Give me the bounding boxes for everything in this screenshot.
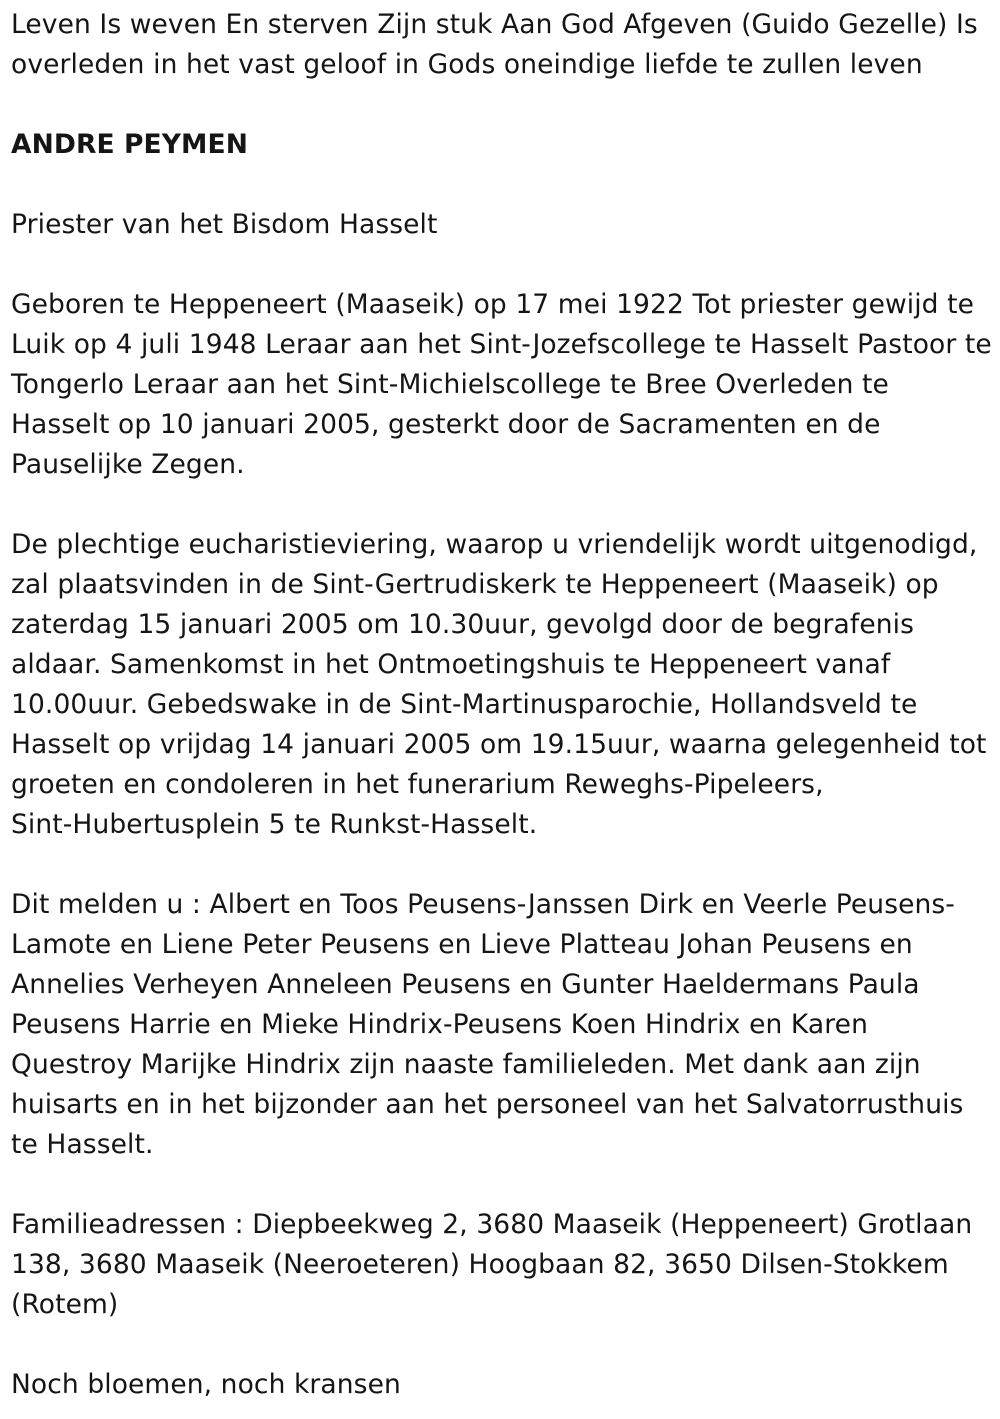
- intro-line: overleden in het vast geloof in Gods oneindige liefde te zullen leven: [11, 49, 923, 80]
- intro-line: Leven Is weven En sterven Zijn stuk Aan God Afgeven (Guido Gezelle) Is: [11, 9, 978, 40]
- paragraph-gap: [11, 245, 993, 285]
- biography-paragraph: [11, 285, 993, 485]
- bio-line: Pauselijke Zegen.: [11, 449, 245, 480]
- role-line: Priester van het Bisdom Hasselt: [11, 209, 438, 240]
- family-line: Questroy Marijke Hindrix zijn naaste familieleden. Met dank aan zijn: [11, 1049, 921, 1080]
- ceremony-paragraph: [11, 525, 993, 845]
- ceremony-line: Hasselt op vrijdag 14 januari 2005 om 19.15uur, waarna gelegenheid tot: [11, 729, 987, 760]
- paragraph-gap: [11, 485, 993, 525]
- bio-line: Hasselt op 10 januari 2005, gesterkt door de Sacramenten en de: [11, 409, 881, 440]
- intro-paragraph: [11, 5, 993, 85]
- ceremony-line: groeten en condoleren in het funerarium Reweghs-Pipeleers,: [11, 769, 824, 800]
- family-line: te Hasselt.: [11, 1129, 154, 1160]
- address-line: (Rotem): [11, 1289, 119, 1320]
- address-line: 138, 3680 Maaseik (Neeroeteren) Hoogbaan 82, 3650 Dilsen-Stokkem: [11, 1249, 949, 1280]
- ceremony-line: De plechtige eucharistieviering, waarop u vriendelijk wordt uitgenodigd,: [11, 529, 978, 560]
- paragraph-gap: [11, 1165, 993, 1205]
- bio-line: Geboren te Heppeneert (Maaseik) op 17 mei 1922 Tot priester gewijd te: [11, 289, 975, 320]
- bio-line: Luik op 4 juli 1948 Leraar aan het Sint-Jozefscollege te Hasselt Pastoor te: [11, 329, 992, 360]
- family-line: Peusens Harrie en Mieke Hindrix-Peusens Koen Hindrix en Karen: [11, 1009, 868, 1040]
- family-line: huisarts en in het bijzonder aan het personeel van het Salvatorrusthuis: [11, 1089, 964, 1120]
- family-paragraph: [11, 885, 993, 1165]
- ceremony-line: 10.00uur. Gebedswake in de Sint-Martinusparochie, Hollandsveld te: [11, 689, 918, 720]
- bio-line: Tongerlo Leraar aan het Sint-Michielscollege te Bree Overleden te: [11, 369, 889, 400]
- address-line: Familieadressen : Diepbeekweg 2, 3680 Maaseik (Heppeneert) Grotlaan: [11, 1209, 973, 1240]
- ceremony-line: zal plaatsvinden in de Sint-Gertrudiskerk te Heppeneert (Maaseik) op: [11, 569, 939, 600]
- paragraph-gap: [11, 165, 993, 205]
- family-line: Dit melden u : Albert en Toos Peusens-Janssen Dirk en Veerle Peusens-: [11, 889, 955, 920]
- deceased-name: ANDRE PEYMEN: [11, 129, 248, 160]
- closing-line: Noch bloemen, noch kransen: [11, 1369, 401, 1400]
- ceremony-line: Sint-Hubertusplein 5 te Runkst-Hasselt.: [11, 809, 538, 840]
- family-line: Lamote en Liene Peter Peusens en Lieve Platteau Johan Peusens en: [11, 929, 913, 960]
- obituary-document: [11, 5, 993, 1405]
- paragraph-gap: [11, 85, 993, 125]
- ceremony-line: aldaar. Samenkomst in het Ontmoetingshuis te Heppeneert vanaf: [11, 649, 891, 680]
- family-line: Annelies Verheyen Anneleen Peusens en Gunter Haeldermans Paula: [11, 969, 920, 1000]
- paragraph-gap: [11, 845, 993, 885]
- family-addresses-paragraph: [11, 1205, 993, 1325]
- paragraph-gap: [11, 1325, 993, 1365]
- ceremony-line: zaterdag 15 januari 2005 om 10.30uur, gevolgd door de begrafenis: [11, 609, 914, 640]
